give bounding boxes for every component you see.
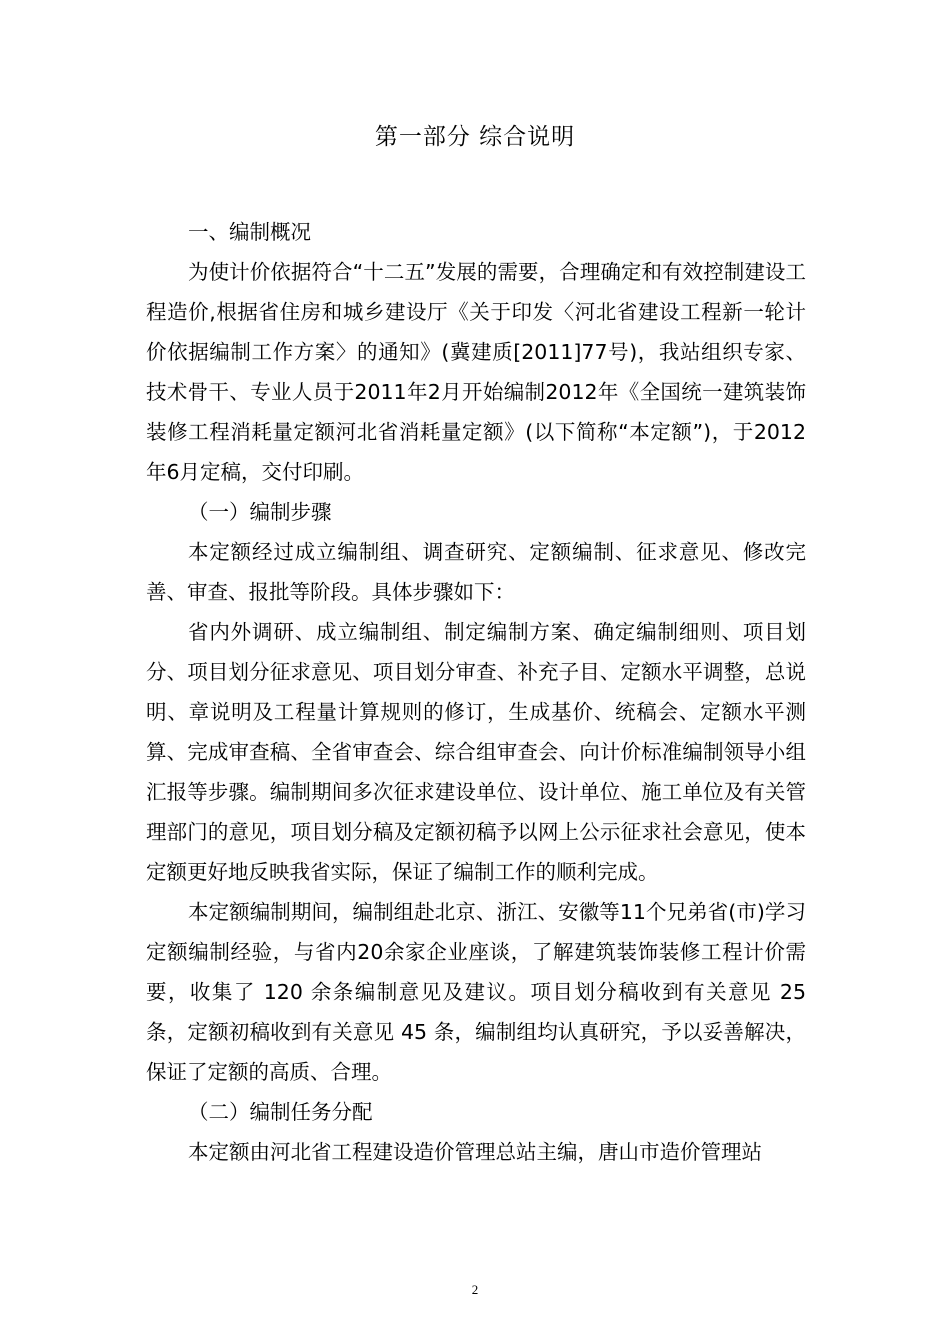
page-number: 2 — [471, 1282, 479, 1297]
document-body — [146, 212, 806, 1172]
subsection-heading-tasks: （二）编制任务分配 — [188, 1100, 373, 1124]
steps-paragraph-2: 省内外调研、成立编制组、制定编制方案、确定编制细则、项目划分、项目划分征求意见、项目划分审查、补充子目、定额水平调整，总说明、章说明及工程量计算规则的修订，生成基价、统稿会、定额水平测算、完成审查稿、全省审查会、综合组审查会、向计价标准编制领导小组汇报等步骤。编制期间多次征求建设单位、设计单位、施工单位及有关管理部门的意见，项目划分稿及定额初稿予以网上公示征求社会意见，使本定额更好地反映我省实际，保证了编制工作的顺利完成。 — [146, 620, 806, 884]
tasks-paragraph-1: 本定额由河北省工程建设造价管理总站主编，唐山市造价管理站 — [188, 1140, 762, 1164]
part-title: 第一部分 综合说明 — [374, 124, 576, 150]
steps-paragraph-1: 本定额经过成立编制组、调查研究、定额编制、征求意见、修改完善、审查、报批等阶段。具体步骤如下： — [146, 540, 806, 604]
subsection-heading-steps: （一）编制步骤 — [188, 500, 332, 524]
steps-paragraph-3: 本定额编制期间，编制组赴北京、浙江、安徽等11个兄弟省(市)学习定额编制经验，与省内20余家企业座谈，了解建筑装饰装修工程计价需要，收集了 120 余条编制意见及建议。项目划分稿收到有关意见 25 条，定额初稿收到有关意见 45 条，编制组均认真研究，予以妥善解决，保证了定额的高质、合理。 — [146, 900, 806, 1084]
intro-paragraph: 为使计价依据符合“十二五”发展的需要，合理确定和有效控制建设工程造价,根据省住房和城乡建设厅《关于印发〈河北省建设工程新一轮计价依据编制工作方案〉的通知》(冀建质[2011]77号)，我站组织专家、技术骨干、专业人员于2011年2月开始编制2012年《全国统一建筑装饰装修工程消耗量定额河北省消耗量定额》(以下简称“本定额”)，于2012年6月定稿，交付印刷。 — [146, 260, 806, 484]
section-heading: 一、编制概况 — [188, 220, 311, 244]
